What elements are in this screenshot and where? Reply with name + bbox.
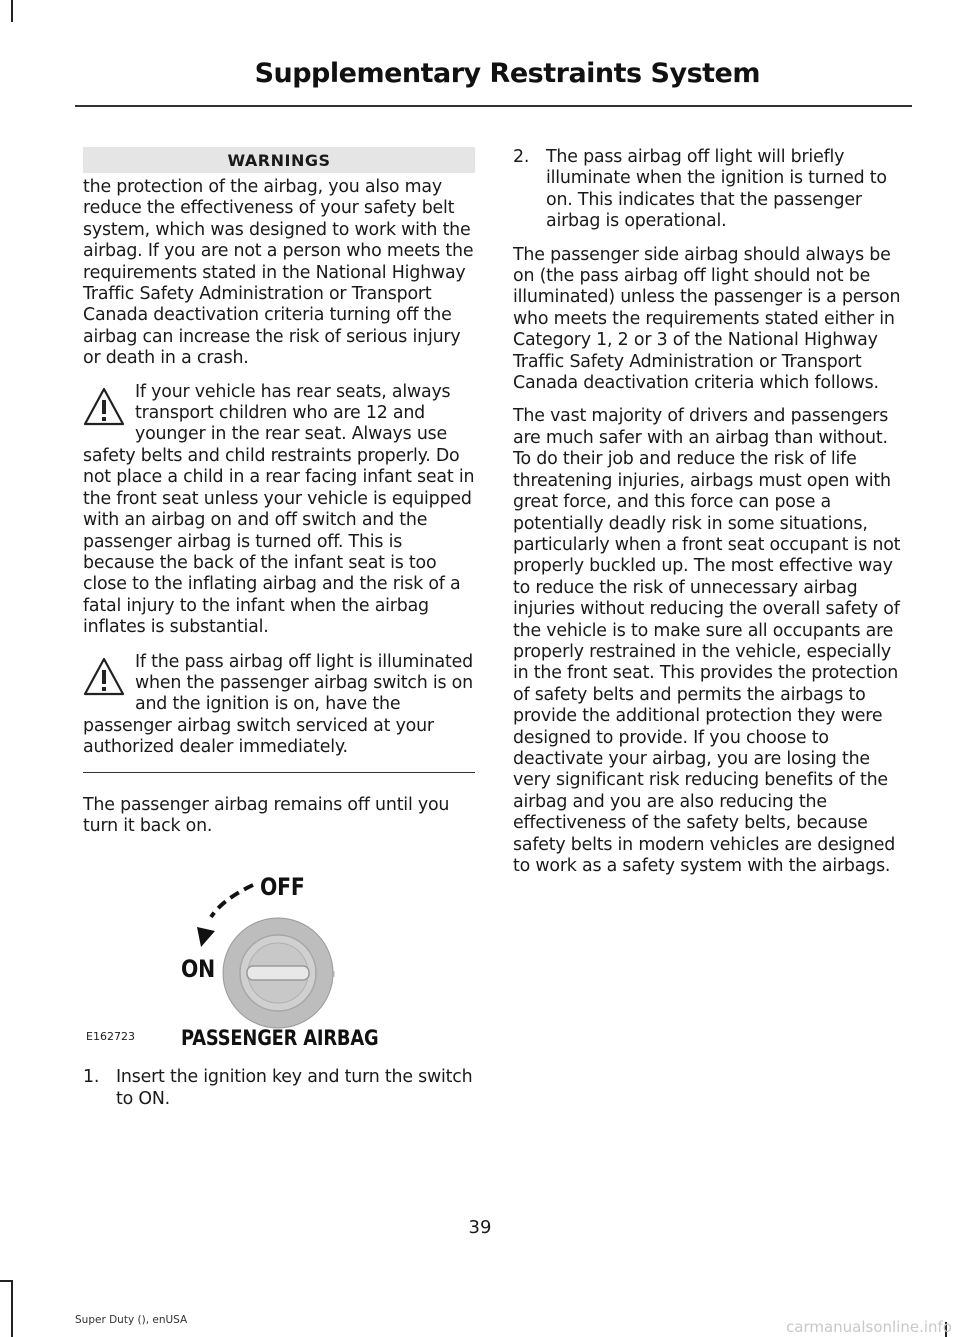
on-label: ON (181, 955, 216, 984)
step-2-text: The pass airbag off light will briefly illuminate when the ignition is turned to on. This indicates that the passenger airbag is operational. (546, 147, 887, 232)
warning-triangle-icon (83, 386, 125, 428)
footer-text: Super Duty (), enUSA (75, 1314, 188, 1326)
left-column (83, 147, 475, 1122)
header-rule (75, 105, 912, 107)
step-2-number: 2. (513, 147, 530, 167)
warnings-heading: WARNINGS (83, 147, 475, 173)
figure-code: E162723 (86, 1029, 135, 1043)
page-number: 39 (468, 1217, 492, 1238)
warning-2-text: If the pass airbag off light is illuminated when the passenger airbag switch is on and the ignition is on, have the passenger airbag switch serviced at your authorized dealer immediately. (83, 651, 473, 758)
airbag-on-paragraph: The passenger side airbag should always be on (the pass airbag off light should not be illuminated) unless the passenger is a person who meets the requirements stated either in Category 1, 2 or 3 of the National Highway Traffic Safety Administration or Transport Canada deactivation criteria which follows. (513, 244, 901, 394)
warning-block-1 (83, 382, 475, 639)
airbag-switch-illustration (83, 849, 475, 1057)
warning-triangle-icon (83, 656, 125, 698)
step-1 (83, 1067, 475, 1110)
crop-mark-bottom-left (11, 1280, 13, 1337)
crop-mark-bottom-left-h (0, 1280, 13, 1282)
step-1-number: 1. (83, 1067, 100, 1088)
airbag-off-paragraph: The passenger airbag remains off until you turn it back on. (83, 794, 450, 836)
warning-1-text: If your vehicle has rear seats, always transport children who are 12 and younger in the rear seat. Always use safety belts and child restraints properly. Do not place a child in a rear facing infant seat in the front seat unless your vehicle is equipped with an airbag on and off switch and the passenger airbag is turned off. This is because the back of the infant seat is too close to the inflating airbag and the risk of a fatal injury to the infant when the airbag inflates is substantial. (83, 381, 475, 638)
passenger-airbag-caption: PASSENGER AIRBAG (181, 1025, 379, 1051)
passenger-airbag-switch-figure (83, 849, 475, 1057)
rotation-arrow (211, 885, 253, 917)
airbag-safety-paragraph: The vast majority of drivers and passengers are much safer with an airbag than without. To do their job and reduce the risk of life threatening injuries, airbags must open with great force, and this force can pose a potentially deadly risk in some situations, particularly when a front seat occupant is not properly buckled up. The most effective way to reduce the risk of unnecessary airbag injuries without reducing the overall safety of the vehicle is to make sure all occupants are properly restrained in the vehicle, especially in the front seat. This provides the protection of safety belts and permits the airbags to provide the additional protection they were designed to provide. If you choose to deactivate your airbag, you are losing the very significant risk reducing benefits of the airbag and you are also reducing the effectiveness of the safety belts, because safety belts in modern vehicles are designed to work as a safety system with the airbags. (513, 406, 901, 876)
crop-mark-top-left (11, 0, 13, 22)
arrow-head-icon (197, 927, 215, 947)
watermark: carmanualsonline.info (786, 1318, 952, 1336)
step-2 (513, 147, 909, 233)
warning-continued-text: the protection of the airbag, you also may reduce the effectiveness of your safety belt system, which was designed to work with the airbag. If you are not a person who meets the requirements stated in the National Highway Traffic Safety Administration or Transport Canada deactivation criteria turning off the airbag can increase the risk of serious injury or death in a crash. (83, 177, 474, 369)
page-title: Supplementary Restraints System (254, 58, 760, 89)
warning-end-rule (83, 772, 475, 773)
right-column (513, 147, 909, 889)
step-1-text: Insert the ignition key and turn the switch to ON. (116, 1067, 473, 1109)
key-slot (247, 966, 309, 980)
off-label: OFF (260, 873, 305, 902)
warning-block-2 (83, 652, 475, 759)
